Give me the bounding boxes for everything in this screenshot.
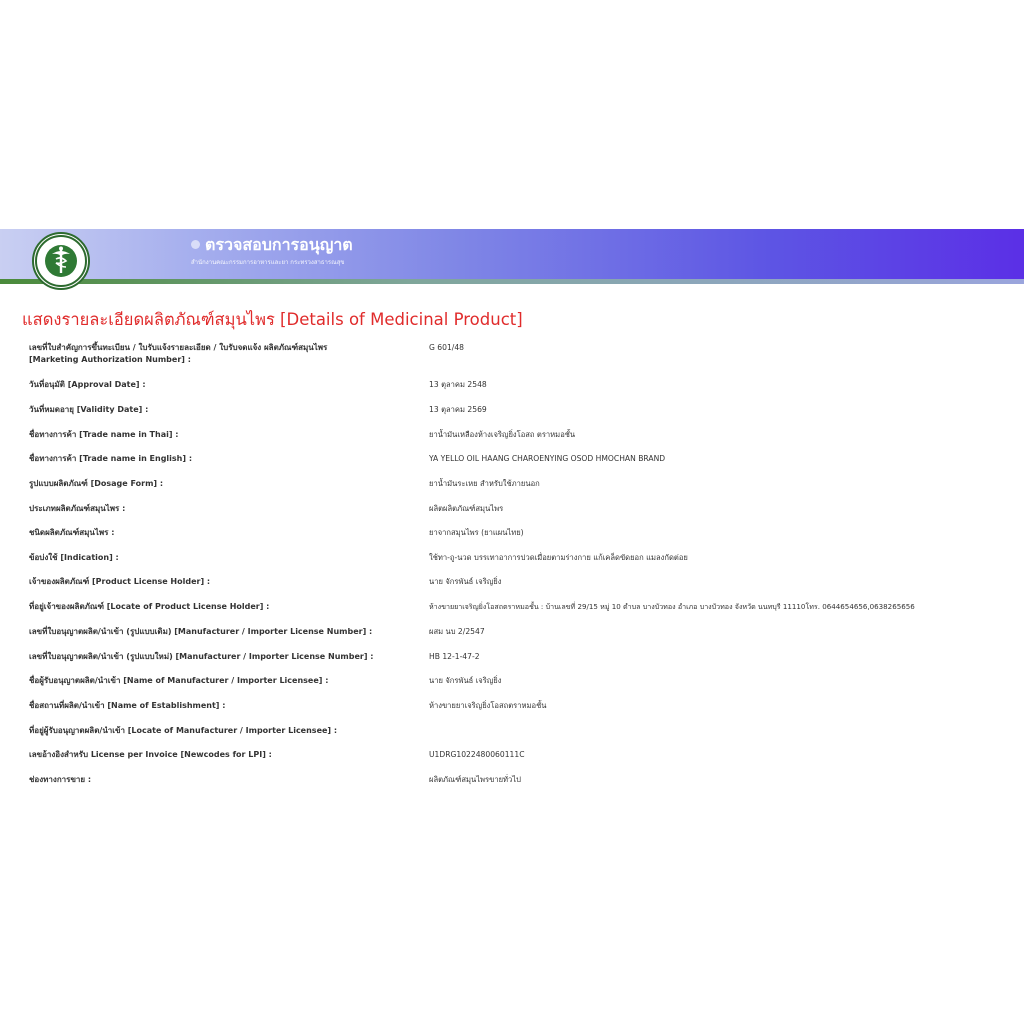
detail-label: เลขที่ใบสำคัญการขึ้นทะเบียน / ใบรับแจ้งรายละเอียด / ใบรับจดแจ้ง ผลิตภัณฑ์สมุนไพร [Marketing Authorization Number] : [29, 343, 328, 364]
detail-value: 13 ตุลาคม 2548 [429, 380, 487, 389]
detail-value: นาย จักรพันธ์ เจริญยิ่ง [429, 676, 502, 685]
detail-label: ข้อบ่งใช้ [Indication] : [29, 553, 119, 562]
detail-value: นาย จักรพันธ์ เจริญยิ่ง [429, 577, 502, 586]
detail-row-dosage-form [0, 478, 1024, 502]
detail-row-lpi-code [0, 749, 1024, 773]
detail-value: ผลิตภัณฑ์สมุนไพรขายทั่วไป [429, 775, 521, 784]
detail-label: ชื่อผู้รับอนุญาตผลิต/นำเข้า [Name of Manufacturer / Importer Licensee] : [29, 676, 329, 685]
detail-label: เจ้าของผลิตภัณฑ์ [Product License Holder] : [29, 577, 211, 586]
detail-row-trade-name-thai [0, 429, 1024, 453]
detail-value: ใช้ทา-ถู-นวด บรรเทาอาการปวดเมื่อยตามร่างกาย แก้เคล็ดขัดยอก แมลงกัดต่อย [429, 553, 688, 562]
detail-row-product-type [0, 527, 1024, 551]
detail-label: ช่องทางการขาย : [29, 775, 92, 784]
detail-label: ที่อยู่เจ้าของผลิตภัณฑ์ [Locate of Product License Holder] : [29, 602, 270, 611]
detail-value: ผลิตผลิตภัณฑ์สมุนไพร [429, 504, 504, 513]
caduceus-emblem-icon [34, 234, 88, 288]
detail-label: วันที่หมดอายุ [Validity Date] : [29, 405, 149, 414]
detail-row-establishment-name [0, 700, 1024, 724]
detail-row-product-category [0, 503, 1024, 527]
detail-row-license-holder-address [0, 601, 1024, 625]
page-title: แสดงรายละเอียดผลิตภัณฑ์สมุนไพร [Details of Medicinal Product] [22, 310, 523, 329]
detail-row-license-holder [0, 576, 1024, 600]
header-divider [0, 279, 1024, 284]
detail-value: ยาจากสมุนไพร (ยาแผนไทย) [429, 528, 524, 537]
detail-row-license-number-new [0, 651, 1024, 675]
detail-value: G 601/48 [429, 343, 465, 352]
detail-row-validity-date [0, 404, 1024, 428]
detail-label: ชื่อทางการค้า [Trade name in English] : [29, 454, 193, 463]
site-title: ตรวจสอบการอนุญาต [205, 235, 353, 254]
detail-label: เลขอ้างอิงสำหรับ License per Invoice [Newcodes for LPI] : [29, 750, 272, 759]
ministry-logo[interactable] [32, 232, 90, 290]
detail-row-indication [0, 552, 1024, 576]
detail-label: ชื่อทางการค้า [Trade name in Thai] : [29, 430, 179, 439]
detail-row-licensee-name [0, 675, 1024, 699]
site-subtitle: สำนักงานคณะกรรมการอาหารและยา กระทรวงสาธารณสุข [191, 259, 345, 266]
detail-row-license-number-old [0, 626, 1024, 650]
detail-row-trade-name-english [0, 453, 1024, 477]
detail-value: ห้างขายยาเจริญยิ่งโอสถตราหมอชั้น [429, 701, 547, 710]
detail-label: วันที่อนุมัติ [Approval Date] : [29, 380, 146, 389]
title-bullet-icon [191, 240, 200, 249]
detail-label: เลขที่ใบอนุญาตผลิต/นำเข้า (รูปแบบใหม่) [Manufacturer / Importer License Number] : [29, 652, 374, 661]
detail-value: U1DRG1022480060111C [429, 750, 525, 759]
detail-value: YA YELLO OIL HAANG CHAROENYING OSOD HMOCHAN BRAND [429, 454, 666, 463]
detail-label: ชื่อสถานที่ผลิต/นำเข้า [Name of Establishment] : [29, 701, 226, 710]
detail-row-approval-date [0, 379, 1024, 403]
header-banner [0, 229, 1024, 279]
detail-value: ห้างขายยาเจริญยิ่งโอสถตราหมอชั้น : บ้านเลขที่ 29/15 หมู่ 10 ตำบล บางบัวทอง อำเภอ บางบัวทอง จังหวัด นนทบุรี 11110โทร. 0644654656,0638265656 [429, 602, 915, 611]
detail-label: รูปแบบผลิตภัณฑ์ [Dosage Form] : [29, 479, 164, 488]
detail-label: ที่อยู่ผู้รับอนุญาตผลิต/นำเข้า [Locate of Manufacturer / Importer Licensee] : [29, 726, 338, 735]
detail-value: ผสม นบ 2/2547 [429, 627, 485, 636]
detail-row-authorization [0, 342, 1024, 366]
detail-value: ยาน้ำมันเหลืองห้างเจริญยิ่งโอสถ ตราหมอชั้น [429, 430, 576, 439]
detail-value: ยาน้ำมันระเหย สำหรับใช้ภายนอก [429, 479, 540, 488]
detail-value: 13 ตุลาคม 2569 [429, 405, 487, 414]
detail-label: ชนิดผลิตภัณฑ์สมุนไพร : [29, 528, 115, 537]
detail-value: HB 12-1-47-2 [429, 652, 480, 661]
detail-label: เลขที่ใบอนุญาตผลิต/นำเข้า (รูปแบบเดิม) [Manufacturer / Importer License Number] : [29, 627, 373, 636]
detail-row-licensee-address [0, 725, 1024, 749]
detail-label: ประเภทผลิตภัณฑ์สมุนไพร : [29, 504, 126, 513]
detail-row-sales-channel [0, 774, 1024, 798]
